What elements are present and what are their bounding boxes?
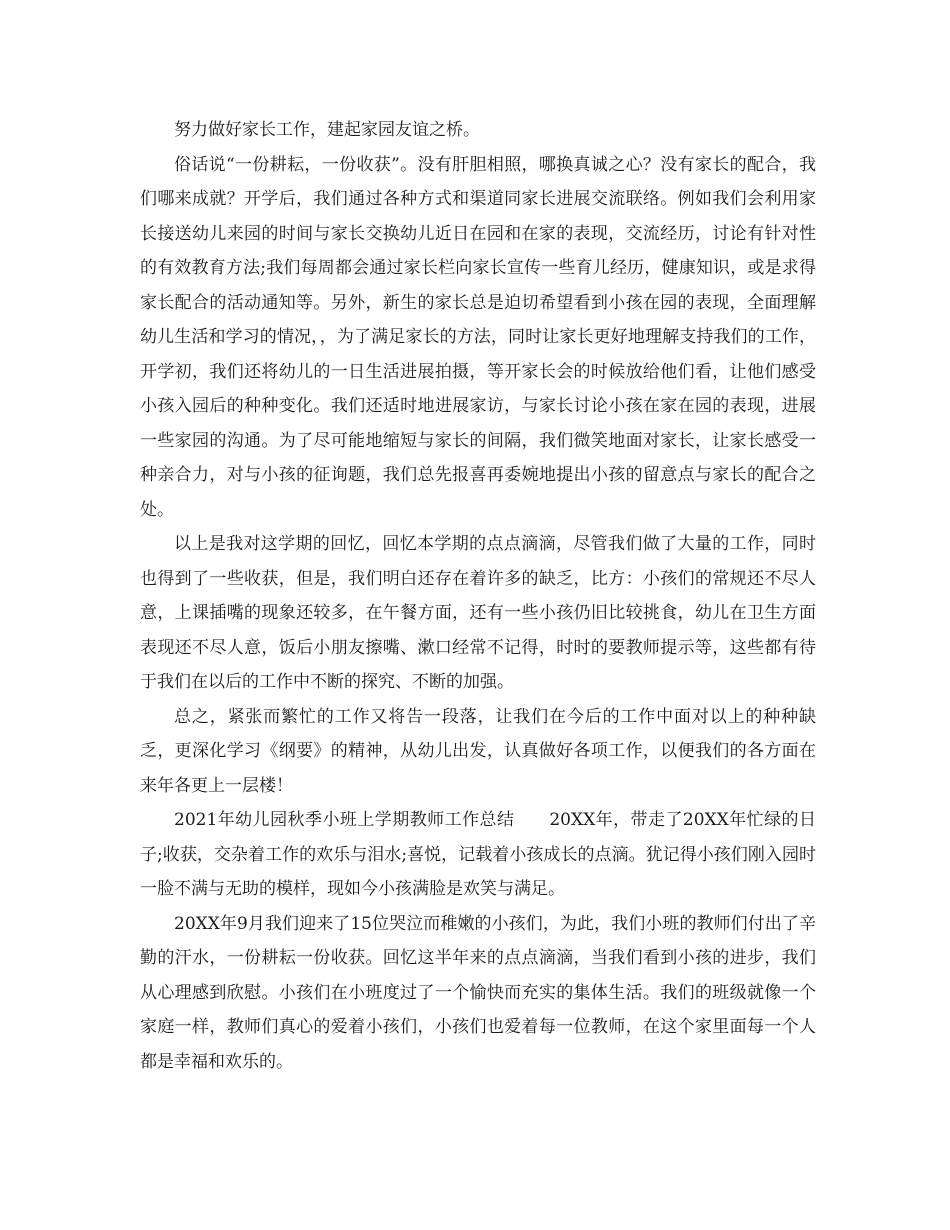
paragraph-3: 以上是我对这学期的回忆，回忆本学期的点点滴滴，尽管我们做了大量的工作，同时也得到了一些收获，但是，我们明白还存在着许多的缺乏，比方：小孩们的常规还不尽人意，上课插嘴的现象还较多，在午餐方面，还有一些小孩仍旧比较挑食，幼儿在卫生方面表现还不尽人意，饭后小朋友擦嘴、漱口经常不记得，时时的要教师提示等，这些都有待于我们在以后的工作中不断的探究、不断的加强。 — [140, 534, 816, 692]
paragraph-4: 总之，紧张而繁忙的工作又将告一段落，让我们在今后的工作中面对以上的种种缺乏，更深化学习《纲要》的精神，从幼儿出发，认真做好各项工作，以便我们的各方面在来年各更上一层楼！ — [140, 706, 816, 796]
paragraph-2: 俗话说“一份耕耘，一份收获”。没有肝胆相照，哪换真诚之心？没有家长的配合，我们哪来成就？开学后，我们通过各种方式和渠道同家长进展交流联络。例如我们会利用家长接送幼儿来园的时间与家长交换幼儿近日在园和在家的表现，交流经历，讨论有针对性的有效教育方法;我们每周都会通过家长栏向家长宣传一些育儿经历，健康知识，或是求得家长配合的活动通知等。另外，新生的家长总是迫切希望看到小孩在园的表现，全面理解幼儿生活和学习的情况，，为了满足家长的方法，同时让家长更好地理解支持我们的工作，开学初，我们还将幼儿的一日生活进展拍摄，等开家长会的时候放给他们看，让他们感受小孩入园后的种种变化。我们还适时地进展家访，与家长讨论小孩在家在园的表现，进展一些家园的沟通。为了尽可能地缩短与家长的间隔，我们微笑地面对家长，让家长感受一种亲合力，对与小孩的征询题，我们总先报喜再委婉地提出小孩的留意点与家长的配合之处。 — [140, 154, 816, 520]
paragraph-1: 努力做好家长工作，建起家园友谊之桥。 — [174, 120, 480, 140]
paragraph-5: 2021年幼儿园秋季小班上学期教师工作总结 20XX年，带走了20XX年忙绿的日子;收获，交杂着工作的欢乐与泪水;喜悦，记载着小孩成长的点滴。犹记得小孩们刚入园时一脸不满与无助的模样，现如今小孩满脸是欢笑与满足。 — [140, 810, 816, 899]
document-body — [140, 113, 816, 1079]
paragraph-6: 20XX年9月我们迎来了15位哭泣而稚嫩的小孩们，为此，我们小班的教师们付出了辛勤的汗水，一份耕耘一份收获。回忆这半年来的点点滴滴，当我们看到小孩的进步，我们从心理感到欣慰。小孩们在小班度过了一个愉快而充实的集体生活。我们的班级就像一个家庭一样，教师们真心的爱着小孩们，小孩们也爱着每一位教师，在这个家里面每一个人都是幸福和欢乐的。 — [140, 913, 816, 1072]
